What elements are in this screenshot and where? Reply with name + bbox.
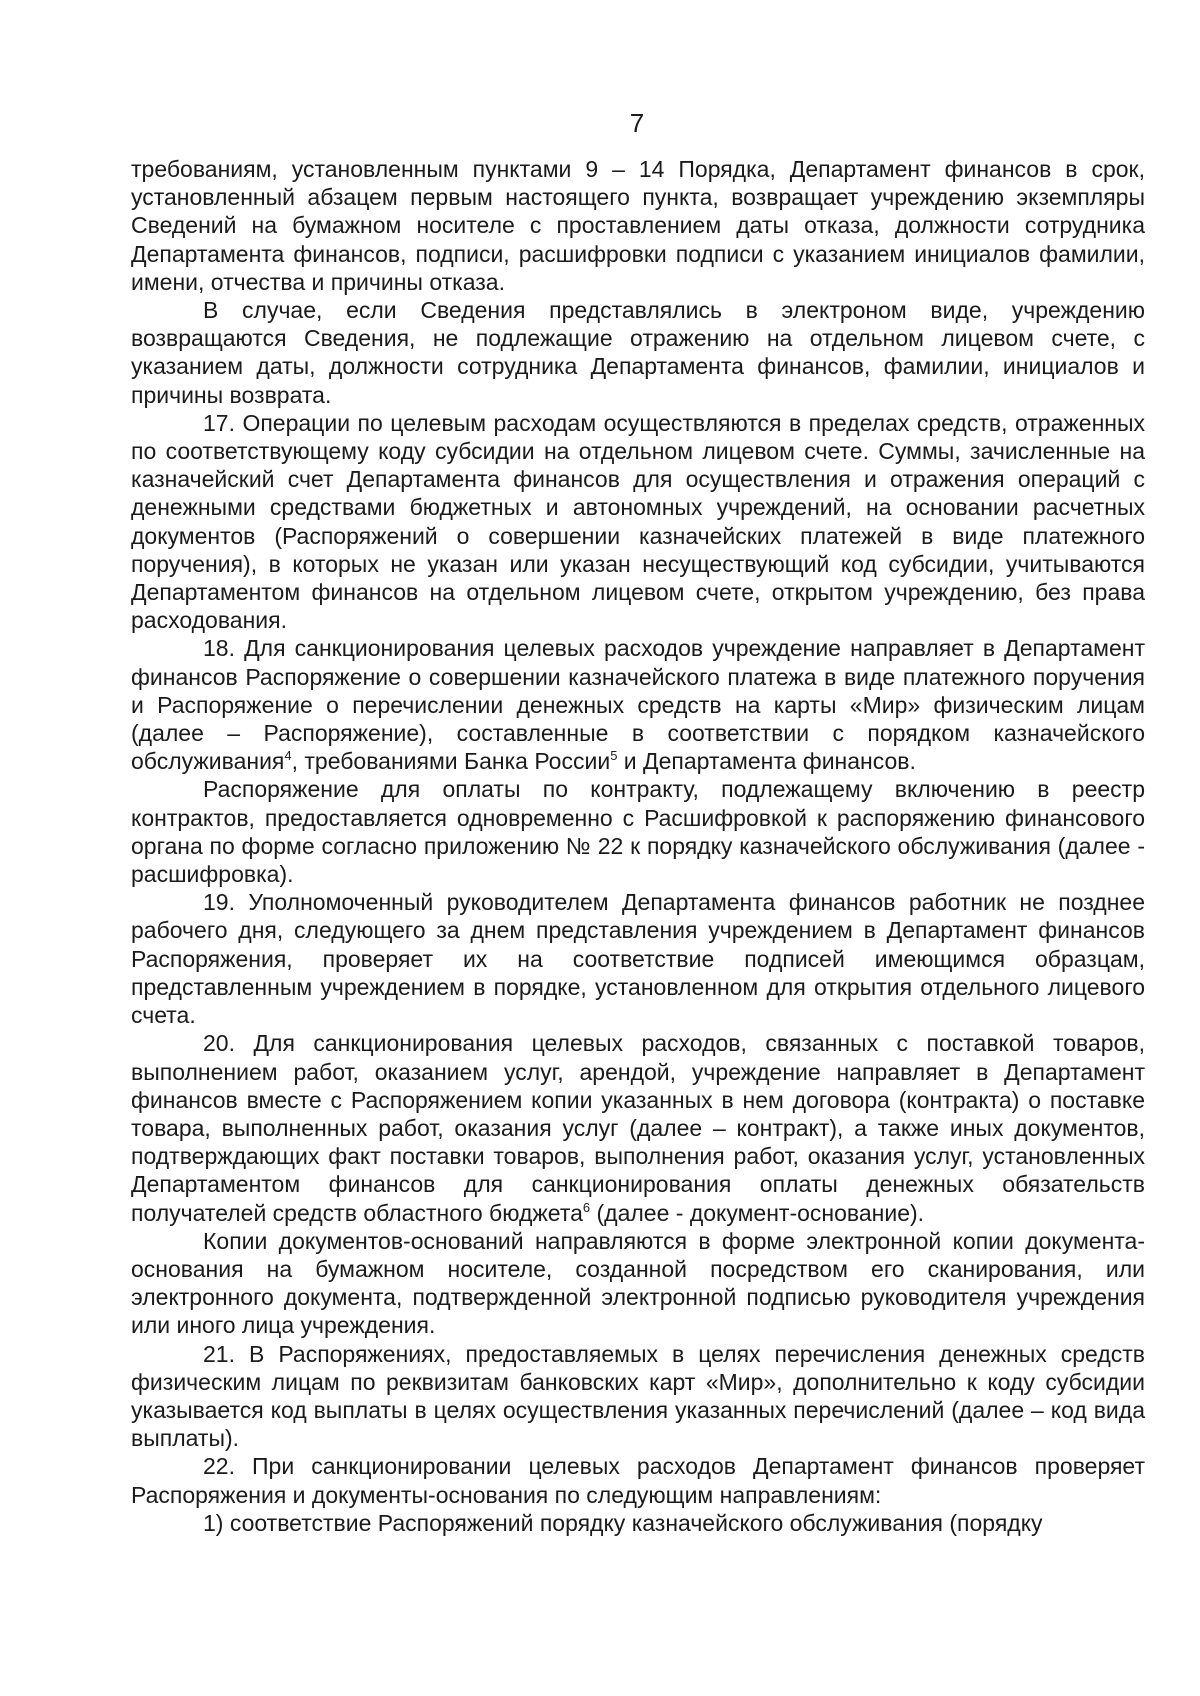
document-body <box>131 155 1145 1537</box>
page-number: 7 <box>629 108 645 138</box>
footnote-ref-6: 6 <box>582 1199 591 1215</box>
paragraph-clause-17: 17. Операции по целевым расходам осуществляются в пределах средств, отраженных по соответствующему коду субсидии на отдельном лицевом счете. Суммы, зачисленные на казначейский счет Департамента финансов для осуществления и отражения операций с денежными средствами бюджетных и автономных учреждений, на основании расчетных документов (Распоряжений о совершении казначейских платежей в виде платежного поручения), в которых не указан или указан несуществующий код субсидии, учитываются Департаментом финансов на отдельном лицевом счете, открытом учреждению, без права расходования. <box>131 409 1145 634</box>
clause-18-text-part-3: и Департамента финансов. <box>617 748 916 775</box>
paragraph-refusal-return: требованиям, установленным пунктами 9 – 14 Порядка, Департамент финансов в срок, установленный абзацем первым настоящего пункта, возвращает учреждению экземпляры Сведений на бумажном носителе с проставлением даты отказа, должности сотрудника Департамента финансов, подписи, расшифровки подписи с указанием инициалов фамилии, имени, отчества и причины отказа. <box>131 156 1145 295</box>
paragraph-clause-22-item-1: 1) соответствие Распоряжений порядку казначейского обслуживания (порядку <box>203 1509 1043 1536</box>
clause-20-text-part-2: (далее - документ-основание). <box>590 1199 925 1226</box>
clause-18-text-part-1: 18. Для санкционирования целевых расходов учреждение направляет в Департамент финансов Распоряжение о совершении казначейского платежа в виде платежного поручения и Распоряжение о перечислении денежных средств на карты «Мир» физическим лицам (далее – Распоряжение), составленные в соответствии с порядком казначейского обслуживания <box>131 635 1145 775</box>
paragraph-clause-21: 21. В Распоряжениях, предоставляемых в целях перечисления денежных средств физическим лицам по реквизитам банковских карт «Мир», дополнительно к коду субсидии указывается код выплаты в целях осуществления указанных перечислений (далее – код вида выплаты). <box>131 1340 1145 1452</box>
paragraph-document-copies: Копии документов-оснований направляются в форме электронной копии документа-основания на бумажном носителе, созданной посредством его сканирования, или электронного документа, подтвержденной электронной подписью руководителя учреждения или иного лица учреждения. <box>131 1227 1145 1339</box>
paragraph-clause-20 <box>131 1029 1145 1226</box>
paragraph-clause-19: 19. Уполномоченный руководителем Департамента финансов работник не позднее рабочего дня, следующего за днем представления учреждением в Департамент финансов Распоряжения, проверяет их на соответствие подписей имеющимся образцам, представленным учреждением в порядке, установленном для открытия отдельного лицевого счета. <box>131 889 1145 1029</box>
footnote-ref-5: 5 <box>610 748 618 764</box>
footnote-ref-4: 4 <box>284 748 292 764</box>
paragraph-contract-order: Распоряжение для оплаты по контракту, подлежащему включению в реестр контрактов, предоставляется одновременно с Расшифровкой к распоряжению финансового органа по форме согласно приложению № 22 к порядку казначейского обслуживания (далее - расшифровка). <box>131 776 1145 888</box>
clause-18-text-part-2: , требованиями Банка России <box>291 748 611 775</box>
paragraph-clause-18 <box>131 634 1145 775</box>
paragraph-clause-22: 22. При санкционировании целевых расходов Департамент финансов проверяет Распоряжения и документы-основания по следующим направлениям: <box>131 1453 1145 1508</box>
paragraph-electronic-return: В случае, если Сведения представлялись в электроном виде, учреждению возвращаются Сведения, не подлежащие отражению на отдельном лицевом счете, с указанием даты, должности сотрудника Департамента финансов, фамилии, инициалов и причины возврата. <box>131 297 1145 408</box>
clause-20-text-part-1: 20. Для санкционирования целевых расходов, связанных с поставкой товаров, выполнением работ, оказанием услуг, арендой, учреждение направляет в Департамент финансов вместе с Распоряжением копии указанных в нем договора (контракта) о поставке товара, выполненных работ, оказания услуг (далее – контракт), а также иных документов, подтверждающих факт поставки товаров, выполнения работ, оказания услуг, установленных Департаментом финансов для санкционирования оплаты денежных обязательств получателей средств областного бюджета <box>131 1030 1145 1226</box>
